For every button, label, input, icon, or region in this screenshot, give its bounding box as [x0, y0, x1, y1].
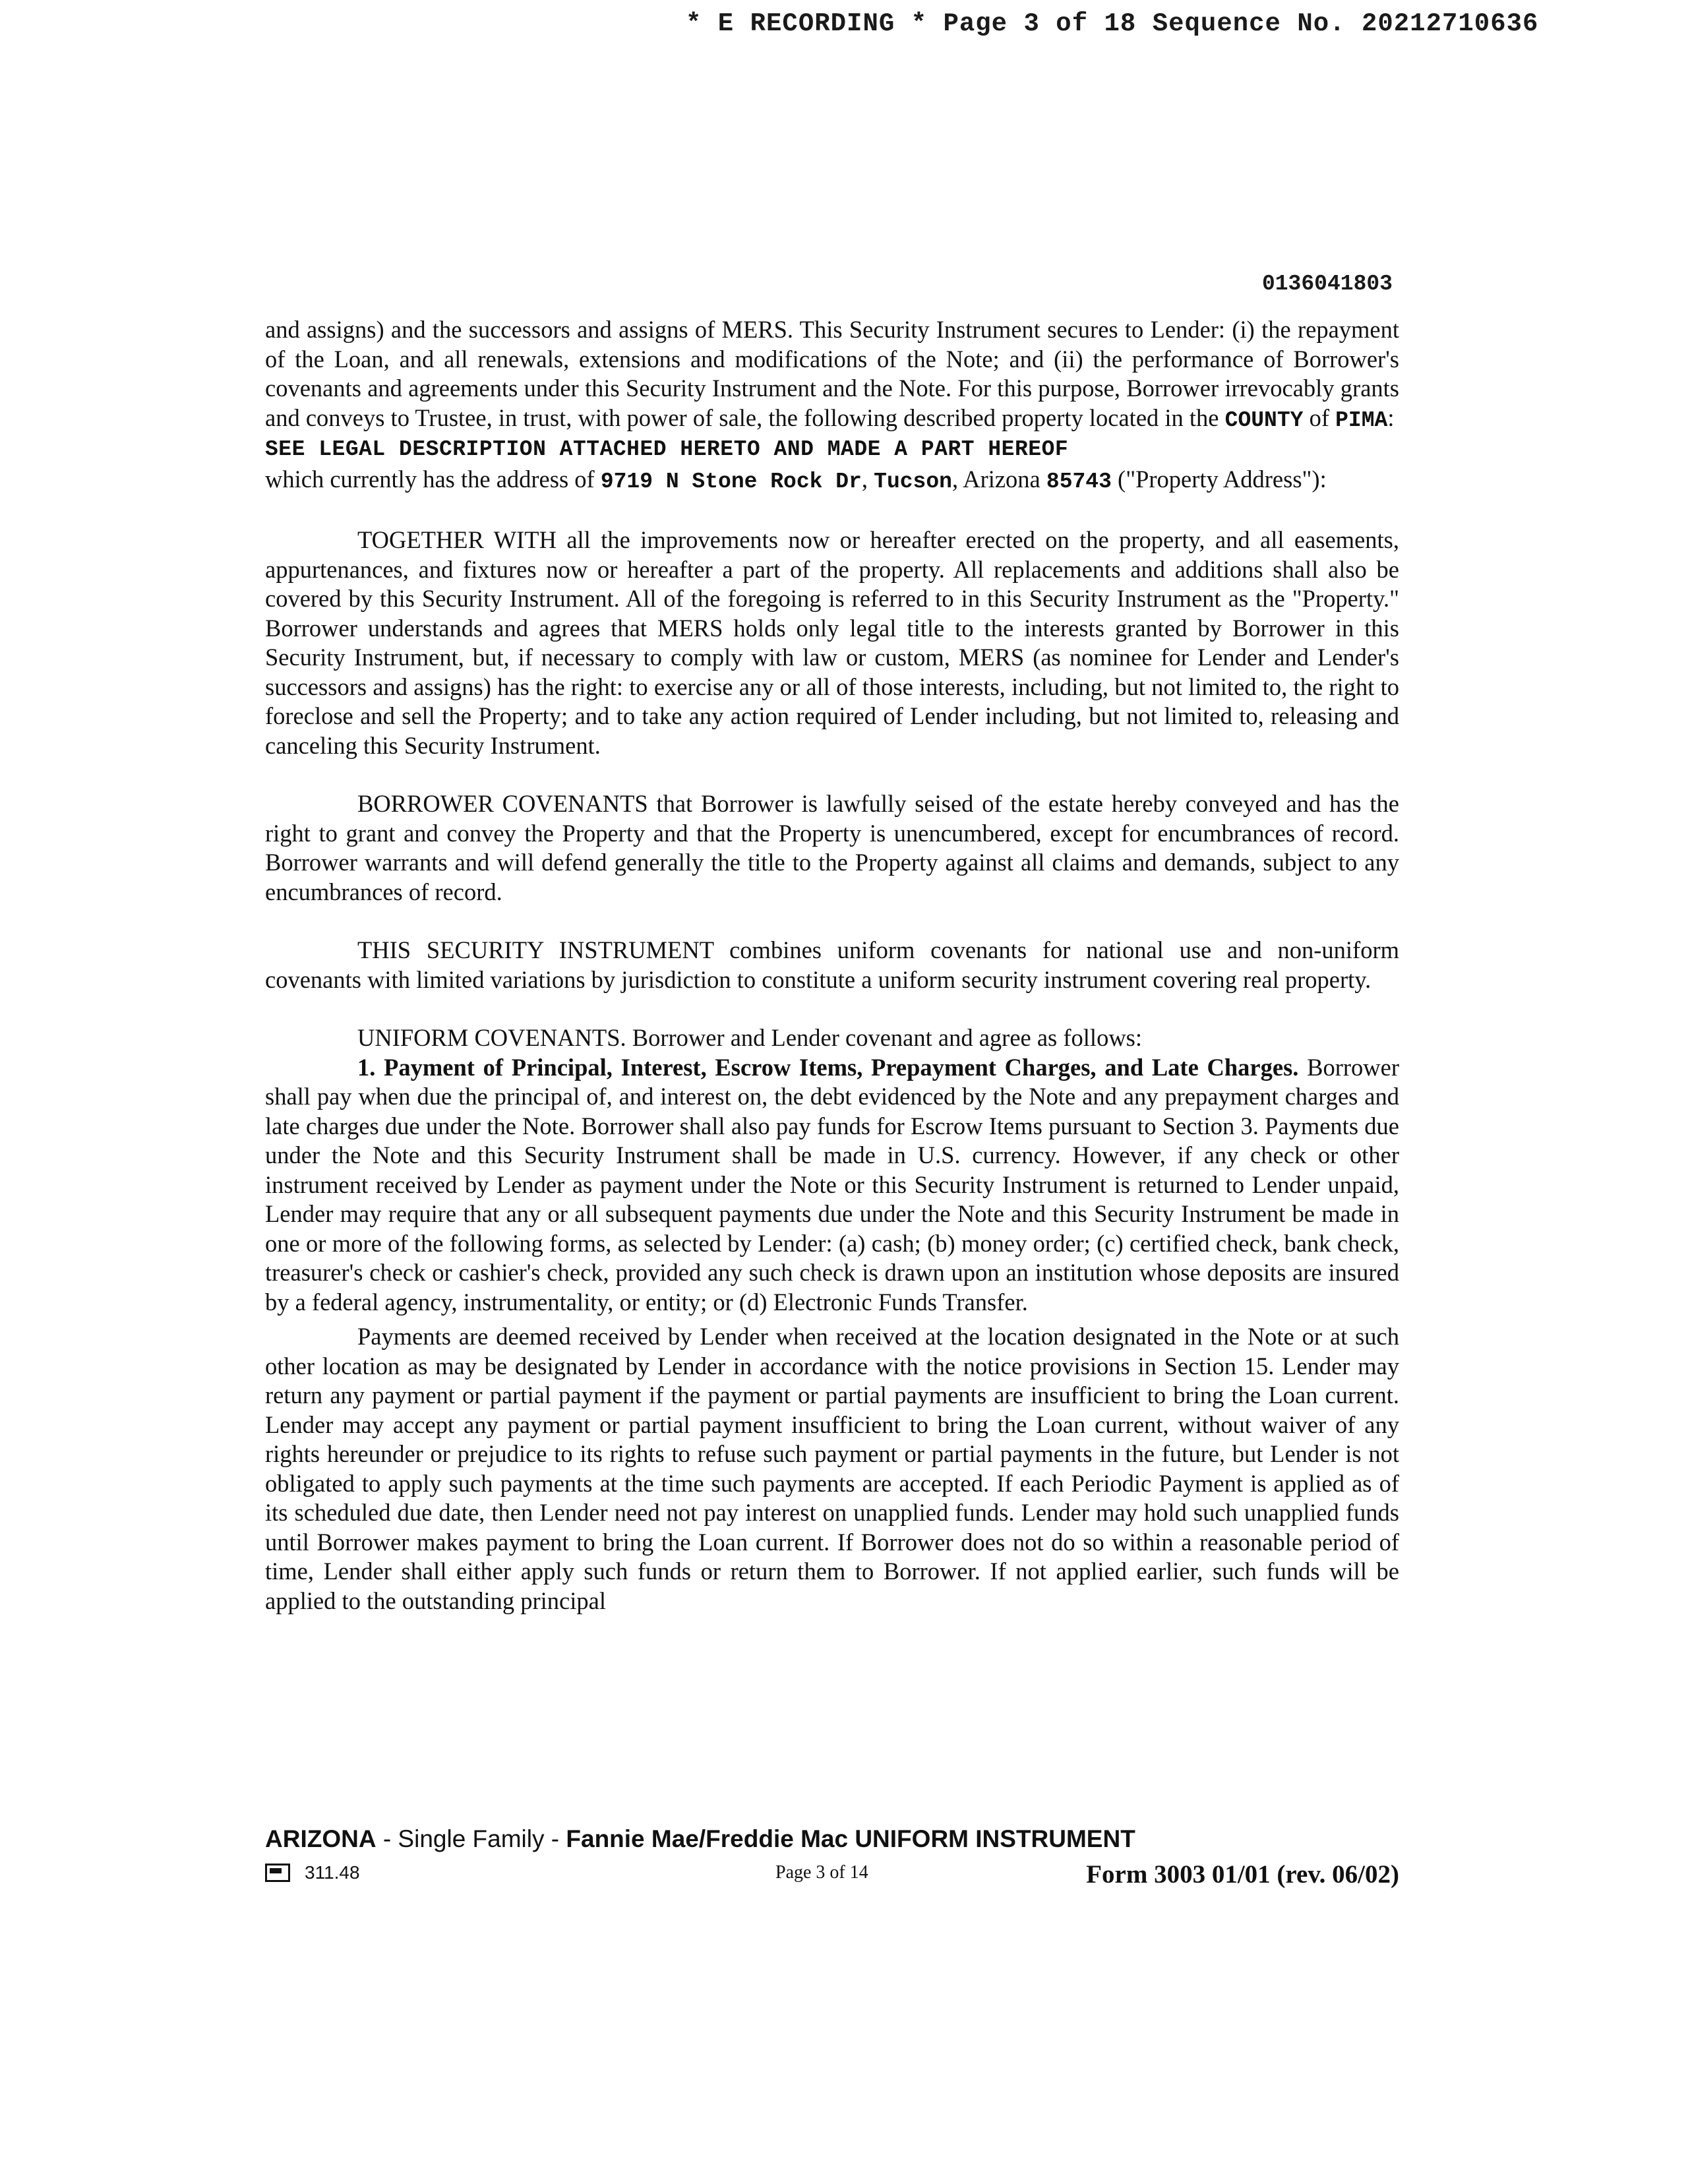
section-1-text: Borrower shall pay when due the principal of, and interest on, the debt evidenced by the Note and any prepayment charges and late charges due under the Note. Borrower shall also pay funds for Escrow Items pursuant to Section 3. Payments due under the Note and this Security Instrument shall be made in U.S. currency. However, if any check or other instrument received by Lender as payment under the Note or this Security Instrument is returned to Lender unpaid, Lender may require that any or all subsequent payments due under the Note and this Security Instrument be made in one or more of the following forms, as selected by Lender: (a) cash; (b) money order; (c) certified check, bank check, treasurer's check or cashier's check, provided any such check is drawn upon an institution whose deposits are insured by a federal agency, instrumentality, or entity; or (d) Electronic Funds Transfer.: [265, 1053, 1399, 1316]
address-suffix: ("Property Address"):: [1111, 465, 1327, 493]
together-with-paragraph: TOGETHER WITH all the improvements now or hereafter erected on the property, and all easements, appurtenances, and fixtures now or hereafter a part of the property. All replacements and additions shall also be covered by this Security Instrument. All of the foregoing is referred to in this Security Instrument as the "Property." Borrower understands and agrees that MERS holds only legal title to the interests granted by Borrower in this Security Instrument, but, if necessary to comply with law or custom, MERS (as nominee for Lender and Lender's successors and assigns) has the right: to exercise any or all of those interests, including, but not limited to, the right to foreclose and sell the Property; and to take any action required of Lender including, but not limited to, releasing and canceling this Security Instrument.: [265, 526, 1399, 759]
property-address-paragraph: [265, 465, 1399, 497]
address-prefix: which currently has the address of: [265, 465, 601, 493]
colon-text: :: [1387, 404, 1395, 431]
document-body: [265, 315, 1399, 1616]
paragraph-security-grant: [265, 315, 1399, 435]
uniform-covenants-heading: UNIFORM COVENANTS. Borrower and Lender covenant and agree as follows:: [357, 1024, 1143, 1051]
footer-title-middle: - Single Family -: [376, 1825, 566, 1852]
section-1-paragraph: [265, 1053, 1399, 1318]
county-name: PIMA: [1335, 408, 1388, 433]
footer-info: [265, 1860, 1399, 1893]
form-code: [265, 1862, 360, 1883]
form-number: Form 3003 01/01 (rev. 06/02): [1086, 1860, 1399, 1889]
security-instrument-paragraph: THIS SECURITY INSTRUMENT combines uniform covenants for national use and non-uniform covenants with limited variations by jurisdiction to constitute a uniform security instrument covering real property.: [265, 936, 1399, 993]
city-name: Tucson: [874, 469, 952, 494]
borrower-covenants-paragraph: BORROWER COVENANTS that Borrower is lawfully seised of the estate hereby conveyed and has the right to grant and convey the Property and that the Property is unencumbered, except for encumbrances of record. Borrower warrants and will defend generally the title to the Property against all claims and demands, subject to any encumbrances of record.: [265, 790, 1399, 905]
footer-state: ARIZONA: [265, 1825, 377, 1852]
zip-code: 85743: [1046, 469, 1112, 494]
address-comma: ,: [861, 465, 874, 493]
form-logo-icon: [265, 1864, 290, 1882]
page-number: Page 3 of 14: [775, 1862, 868, 1883]
legal-description: SEE LEGAL DESCRIPTION ATTACHED HERETO AND MADE A PART HEREOF: [265, 437, 1069, 462]
grant-text: and assigns) and the successors and assigns of MERS. This Security Instrument secures to Lender: (i) the repayment of the Loan, and all renewals, extensions and modifications of the Note; and (ii) the performance of Borrower's covenants and agreements under this Security Instrument and the Note. For this purpose, Borrower irrevocably grants and conveys to Trustee, in trust, with power of sale, the following described property located in the: [265, 316, 1399, 431]
street-address: 9719 N Stone Rock Dr: [600, 469, 862, 494]
of-text: of: [1303, 404, 1336, 431]
footer-title-bold: Fannie Mae/Freddie Mac UNIFORM INSTRUMENT: [566, 1825, 1135, 1852]
section-1-heading: 1. Payment of Principal, Interest, Escrow Items, Prepayment Charges, and Late Charges.: [357, 1053, 1299, 1081]
recording-stamp: * E RECORDING * Page 3 of 18 Sequence No. 20212710636: [686, 9, 1539, 38]
loan-number: 0136041803: [1261, 272, 1393, 296]
state-text: , Arizona: [951, 465, 1046, 493]
payments-deemed-paragraph: Payments are deemed received by Lender when received at the location designated in the Note or at such other location as may be designated by Lender in accordance with the notice provisions in Section 15. Lender may return any payment or partial payment if the payment or partial payments are insufficient to bring the Loan current. Lender may accept any payment or partial payment insufficient to bring the Loan current, without waiver of any rights hereunder or prejudice to its rights to refuse such payment or partial payments in the future, but Lender is not obligated to apply such payments at the time such payments are accepted. If each Periodic Payment is applied as of its scheduled due date, then Lender need not pay interest on unapplied funds. Lender may hold such unapplied funds until Borrower makes payment to bring the Loan current. If Borrower does not do so within a reasonable period of time, Lender shall either apply such funds or return them to Borrower. If not applied earlier, such funds will be applied to the outstanding principal: [265, 1323, 1399, 1614]
form-code-number: 311.48: [305, 1862, 360, 1883]
footer-form-title: [265, 1825, 1135, 1853]
county-label: COUNTY: [1224, 408, 1304, 433]
